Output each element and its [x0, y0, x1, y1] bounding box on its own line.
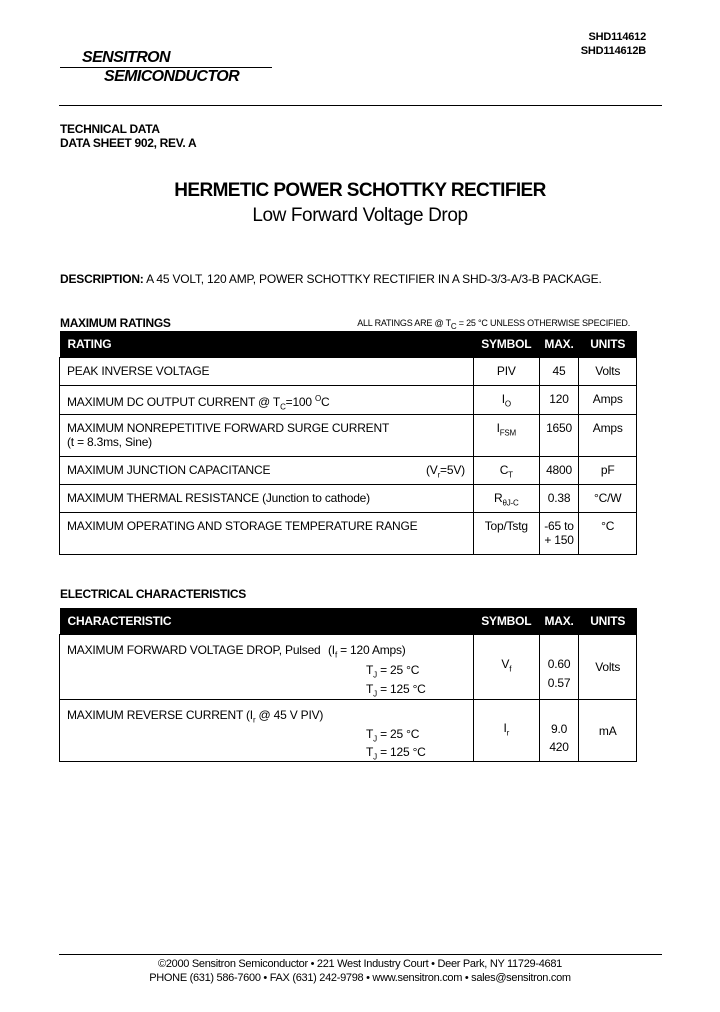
max-cell: 4800	[539, 457, 579, 485]
characteristic-cell	[60, 700, 474, 762]
condition-sub: r	[437, 470, 441, 480]
header-divider	[59, 105, 662, 106]
temp-text: = 25 °C	[376, 663, 420, 677]
electrical-table	[59, 608, 637, 762]
max-ratings-header-row	[60, 331, 637, 358]
symbol-sub: θJ-C	[502, 498, 519, 508]
max-cell: 0.38	[539, 485, 579, 513]
units-cell: pF	[579, 457, 637, 485]
temp-sub: J	[373, 734, 377, 744]
temp-text: = 125 °C	[376, 745, 426, 759]
symbol-cell	[473, 635, 539, 700]
description	[60, 272, 602, 286]
condition-text: (V	[425, 463, 438, 478]
characteristic-text: @ 45 V PIV)	[255, 708, 324, 722]
condition-text: =5V)	[440, 463, 465, 478]
symbol-text: V	[501, 657, 510, 672]
temp-sub: J	[373, 752, 377, 762]
data-sheet-label: DATA SHEET 902, REV. A	[60, 136, 197, 150]
symbol-text: I	[496, 421, 500, 436]
rating-cell: PEAK INVERSE VOLTAGE	[60, 358, 474, 386]
symbol-text: I	[501, 392, 505, 406]
rating-sup: O	[315, 394, 322, 403]
col-characteristic: CHARACTERISTIC	[60, 608, 474, 635]
temp-text: T	[366, 727, 374, 741]
symbol-text: C	[499, 463, 509, 478]
max-ratings-table	[59, 331, 637, 555]
table-row	[60, 386, 637, 415]
symbol-sub: T	[508, 470, 513, 480]
temp-sub: J	[373, 689, 377, 699]
characteristic-sub: r	[252, 715, 256, 725]
rating-sub: C	[280, 402, 286, 412]
symbol-text: R	[494, 491, 503, 506]
rating-text: C	[321, 395, 330, 409]
table-row	[60, 415, 637, 457]
rating-cell	[60, 415, 474, 457]
ratings-note	[357, 318, 630, 331]
symbol-cell	[473, 457, 539, 485]
table-row	[60, 358, 637, 386]
units-cell: Amps	[579, 386, 637, 415]
col-units: UNITS	[579, 331, 637, 358]
ratings-note-prefix: ALL RATINGS ARE @ T	[357, 318, 451, 328]
col-symbol: SYMBOL	[473, 608, 539, 635]
max-text: 9.0	[551, 722, 568, 736]
condition-text: (I	[328, 643, 335, 657]
symbol-sub: O	[504, 399, 511, 409]
col-units: UNITS	[579, 608, 637, 635]
max-text: -65 to	[544, 519, 574, 534]
description-text: A 45 VOLT, 120 AMP, POWER SCHOTTKY RECTIFIER IN A SHD-3/3-A/3-B PACKAGE.	[143, 272, 602, 286]
rating-cell: MAXIMUM OPERATING AND STORAGE TEMPERATURE RANGE	[60, 513, 474, 555]
temp-text: T	[366, 682, 374, 696]
symbol-sub: FSM	[499, 428, 516, 438]
col-symbol: SYMBOL	[473, 331, 539, 358]
rating-cell	[60, 386, 474, 415]
units-cell: Volts	[579, 635, 637, 700]
symbol-cell	[473, 415, 539, 457]
footer-divider	[59, 954, 662, 955]
units-cell: °C	[579, 513, 637, 555]
footer-address: ©2000 Sensitron Semiconductor • 221 West Industry Court • Deer Park, NY 11729-4681	[158, 958, 562, 970]
condition-sub: f	[334, 650, 337, 660]
condition	[426, 463, 465, 482]
symbol-cell: PIV	[473, 358, 539, 386]
table-row	[60, 485, 637, 513]
symbol-cell	[473, 386, 539, 415]
temp-sub: J	[373, 670, 377, 680]
table-row	[60, 457, 637, 485]
symbol-cell	[473, 485, 539, 513]
company-logo-line2: SEMICONDUCTOR	[104, 68, 240, 85]
temperature-125	[366, 743, 426, 766]
symbol-sub: r	[506, 728, 510, 738]
rating-text: MAXIMUM NONREPETITIVE FORWARD SURGE CURRENT	[67, 421, 390, 436]
units-cell: mA	[579, 700, 637, 762]
units-cell: Volts	[579, 358, 637, 386]
symbol-cell: Top/Tstg	[473, 513, 539, 555]
company-logo-line1: SENSITRON	[82, 49, 170, 66]
max-text: 0.60	[547, 657, 571, 671]
max-cell: 1650	[539, 415, 579, 457]
units-cell: °C/W	[579, 485, 637, 513]
electrical-header-row	[60, 608, 637, 635]
rating-cell: MAXIMUM THERMAL RESISTANCE (Junction to cathode)	[60, 485, 474, 513]
table-row	[60, 635, 637, 700]
electrical-heading: ELECTRICAL CHARACTERISTICS	[60, 587, 246, 601]
ratings-note-suffix: = 25 °C UNLESS OTHERWISE SPECIFIED.	[456, 318, 630, 328]
table-row	[60, 513, 637, 555]
units-cell: Amps	[579, 415, 637, 457]
rating-cell	[60, 457, 474, 485]
part-number-1: SHD114612	[588, 31, 646, 43]
characteristic-text: MAXIMUM REVERSE CURRENT (I	[67, 708, 253, 722]
max-ratings-heading: MAXIMUM RATINGS	[60, 316, 171, 330]
symbol-sub: f	[509, 664, 512, 674]
rating-text: MAXIMUM JUNCTION CAPACITANCE	[67, 463, 271, 478]
symbol-text: I	[503, 720, 507, 735]
ratings-note-sub: C	[450, 321, 457, 331]
technical-data-label: TECHNICAL DATA	[60, 122, 160, 136]
temp-text: = 125 °C	[376, 682, 426, 696]
rating-text-2: (t = 8.3ms, Sine)	[67, 435, 152, 450]
document-subtitle: Low Forward Voltage Drop	[252, 205, 468, 226]
max-cell	[539, 513, 579, 555]
col-max: MAX.	[539, 608, 579, 635]
col-rating: RATING	[60, 331, 474, 358]
table-row	[60, 700, 637, 762]
temp-text: T	[366, 745, 374, 759]
temp-text: = 25 °C	[376, 727, 420, 741]
temp-text: T	[366, 663, 374, 677]
max-text-2: + 150	[544, 533, 574, 548]
symbol-cell	[473, 700, 539, 762]
max-cell: 45	[539, 358, 579, 386]
characteristic-cell	[60, 635, 474, 700]
document-title: HERMETIC POWER SCHOTTKY RECTIFIER	[174, 180, 546, 201]
max-text-2: 0.57	[547, 676, 571, 690]
max-text-2: 420	[549, 740, 569, 754]
description-label: DESCRIPTION:	[60, 272, 144, 286]
max-cell	[539, 635, 579, 700]
rating-text: =100	[285, 395, 316, 409]
max-cell	[539, 700, 579, 762]
col-max: MAX.	[539, 331, 579, 358]
rating-text: MAXIMUM DC OUTPUT CURRENT @ T	[67, 395, 281, 409]
condition-text: = 120 Amps)	[336, 643, 406, 657]
characteristic-text: MAXIMUM FORWARD VOLTAGE DROP, Pulsed	[67, 643, 321, 657]
footer-contact: PHONE (631) 586-7600 • FAX (631) 242-9798 • www.sensitron.com • sales@sensitron.com	[149, 972, 571, 984]
part-number-2: SHD114612B	[580, 45, 646, 57]
max-cell: 120	[539, 386, 579, 415]
